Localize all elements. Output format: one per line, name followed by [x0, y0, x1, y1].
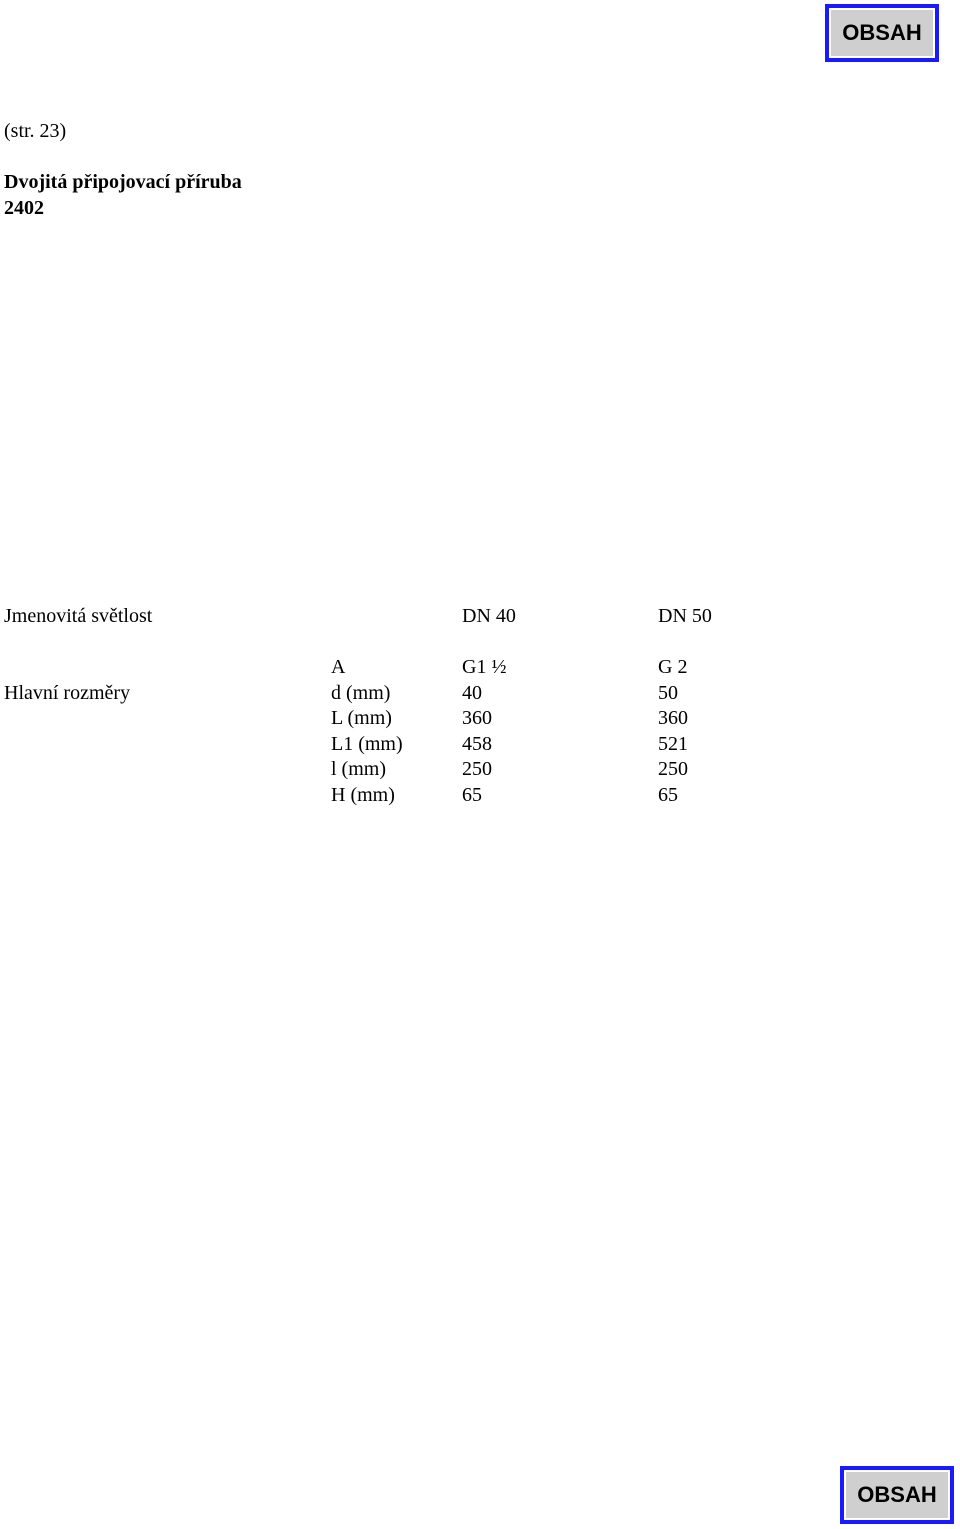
product-number: 2402: [4, 197, 44, 219]
obsah-button-label: OBSAH: [842, 20, 922, 45]
row-value-dn40: G1 ½: [462, 656, 507, 678]
row-value-dn40: 458: [462, 733, 492, 755]
row-value-dn50: 50: [658, 682, 678, 704]
row-param: L1 (mm): [331, 733, 403, 755]
product-title: Dvojitá připojovací příruba: [4, 171, 242, 193]
obsah-button-top[interactable]: [825, 4, 939, 62]
column-header-dn50: DN 50: [658, 605, 712, 627]
row-param: L (mm): [331, 707, 392, 729]
row-param: d (mm): [331, 682, 391, 704]
main-dimensions-label: Hlavní rozměry: [4, 682, 131, 704]
row-value-dn50: 360: [658, 707, 688, 729]
row-value-dn50: 65: [658, 784, 678, 806]
row-param: l (mm): [331, 758, 386, 780]
row-value-dn40: 250: [462, 758, 492, 780]
row-value-dn50: G 2: [658, 656, 688, 678]
row-value-dn40: 360: [462, 707, 492, 729]
row-param: H (mm): [331, 784, 395, 806]
obsah-button-label: OBSAH: [857, 1482, 937, 1507]
nominal-size-label: Jmenovitá světlost: [4, 605, 153, 627]
row-value-dn50: 521: [658, 733, 688, 755]
row-value-dn40: 65: [462, 784, 482, 806]
row-value-dn40: 40: [462, 682, 482, 704]
row-param: A: [331, 656, 346, 678]
page-reference: (str. 23): [4, 120, 67, 142]
obsah-button-bottom[interactable]: [840, 1466, 954, 1524]
column-header-dn40: DN 40: [462, 605, 516, 627]
row-value-dn50: 250: [658, 758, 688, 780]
